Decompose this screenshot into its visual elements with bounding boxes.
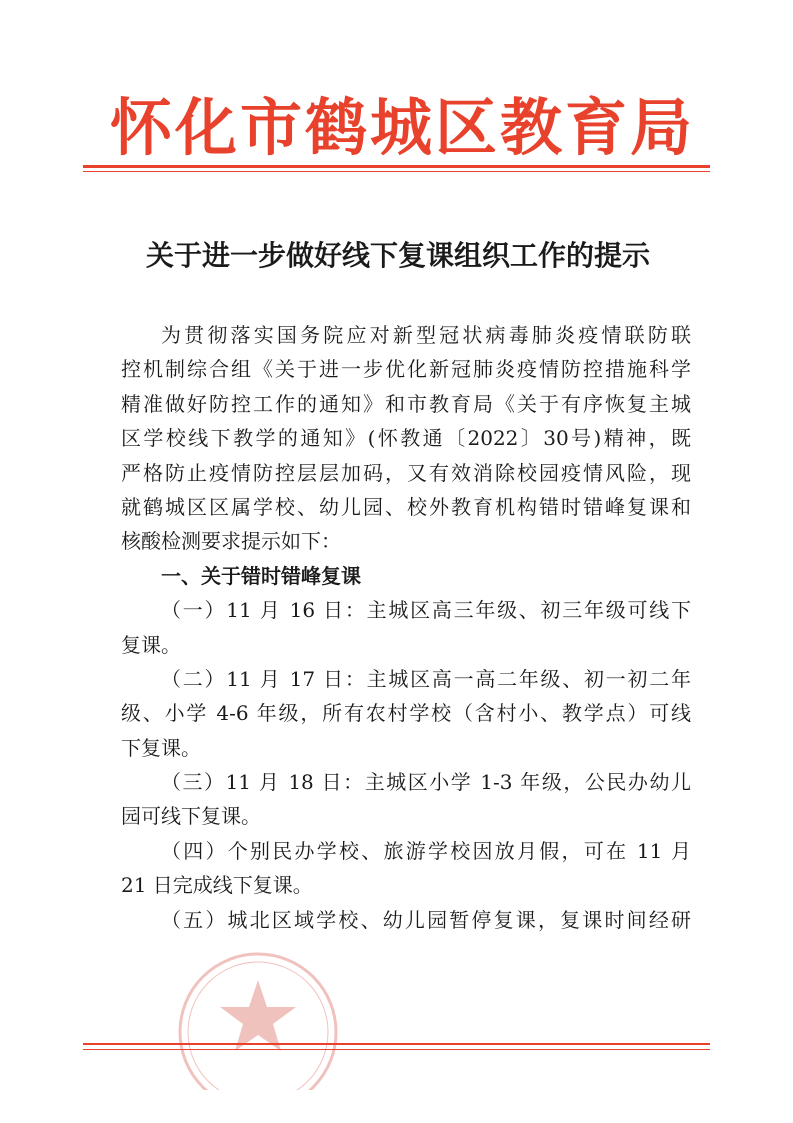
- item-line: 园可线下复课。: [121, 804, 261, 829]
- section-heading: 一、关于错时错峰复课: [161, 563, 361, 588]
- intro-line: 严格防止疫情防控层层加码，又有效消除校园疫情风险，现: [121, 460, 691, 485]
- footer-rule-thick: [83, 1043, 710, 1045]
- issuing-authority-header: 怀化市鹤城区教育局: [110, 91, 696, 164]
- item-line: （四）个别民办学校、旅游学校因放月假，可在 11 月: [161, 838, 691, 863]
- item-line: 21 日完成线下复课。: [121, 873, 313, 898]
- intro-line: 为贯彻落实国务院应对新型冠状病毒肺炎疫情联防联: [161, 323, 691, 347]
- item-line: （一）11 月 16 日：主城区高三年级、初三年级可线下: [161, 598, 691, 623]
- intro-line: 控机制综合组《关于进一步优化新冠肺炎疫情防控措施科学: [121, 357, 691, 382]
- item-line: 复课。: [121, 632, 181, 657]
- footer-rule-thin: [83, 1049, 710, 1050]
- document-title: 关于进一步做好线下复课组织工作的提示: [145, 239, 650, 272]
- item-line: 下复课。: [121, 735, 201, 760]
- intro-line: 精准做好防控工作的通知》和市教育局《关于有序恢复主城: [121, 391, 691, 416]
- intro-line: 就鹤城区区属学校、幼儿园、校外教育机构错时错峰复课和: [121, 494, 691, 519]
- intro-line: 区学校线下教学的通知》(怀教通〔2022〕30号)精神，既: [121, 426, 691, 451]
- item-line: （三）11 月 18 日：主城区小学 1-3 年级，公民办幼儿: [161, 770, 691, 795]
- item-line: （五）城北区域学校、幼儿园暂停复课，复课时间经研: [161, 907, 691, 932]
- item-line: 级、小学 4-6 年级，所有农村学校（含村小、教学点）可线: [121, 701, 691, 726]
- header-rule-thick: [83, 165, 710, 168]
- official-seal-stamp: [168, 950, 348, 1090]
- document-body: [121, 318, 691, 937]
- item-line: （二）11 月 17 日：主城区高一高二年级、初一初二年: [161, 666, 691, 691]
- intro-line: 核酸检测要求提示如下：: [121, 529, 341, 554]
- header-rule-thin: [83, 171, 710, 172]
